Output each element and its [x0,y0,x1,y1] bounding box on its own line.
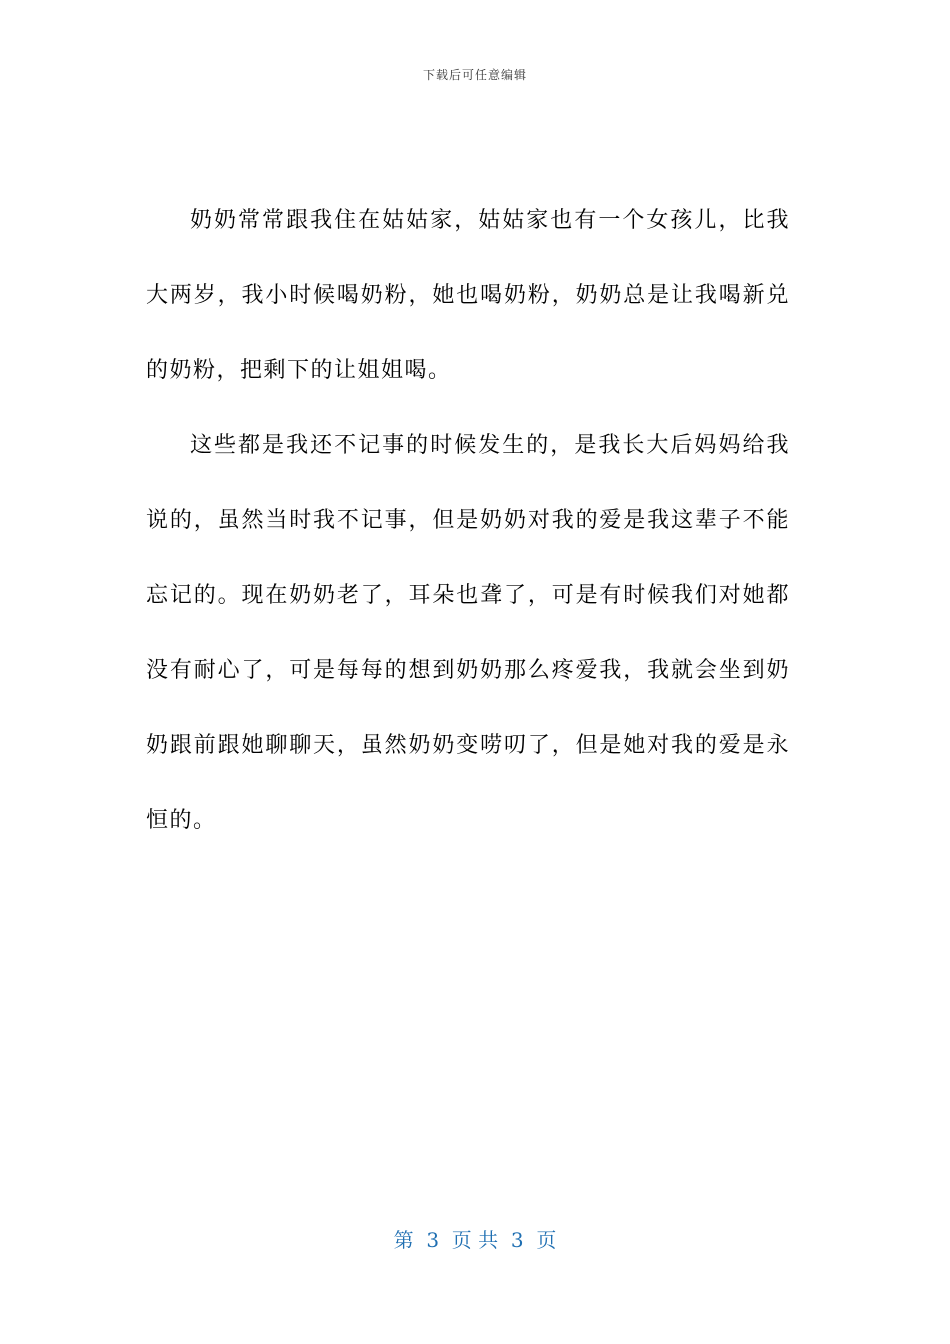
header-note: 下载后可任意编辑 [422,68,527,82]
paragraph: 奶奶常常跟我住在姑姑家，姑姑家也有一个女孩儿，比我大两岁，我小时候喝奶粉，她也喝奶粉，奶奶总是让我喝新兑的奶粉，把剩下的让姐姐喝。 [146,208,790,383]
document-body [146,183,790,858]
paragraph: 这些都是我还不记事的时候发生的，是我长大后妈妈给我说的，虽然当时我不记事，但是奶奶对我的爱是我这辈子不能忘记的。现在奶奶老了，耳朵也聋了，可是有时候我们对她都没有耐心了，可是每每的想到奶奶那么疼爱我，我就会坐到奶奶跟前跟她聊聊天，虽然奶奶变唠叨了，但是她对我的爱是永恒的。 [146,433,790,833]
page-number-footer: 第 3 页 共 3 页 [393,1228,557,1252]
